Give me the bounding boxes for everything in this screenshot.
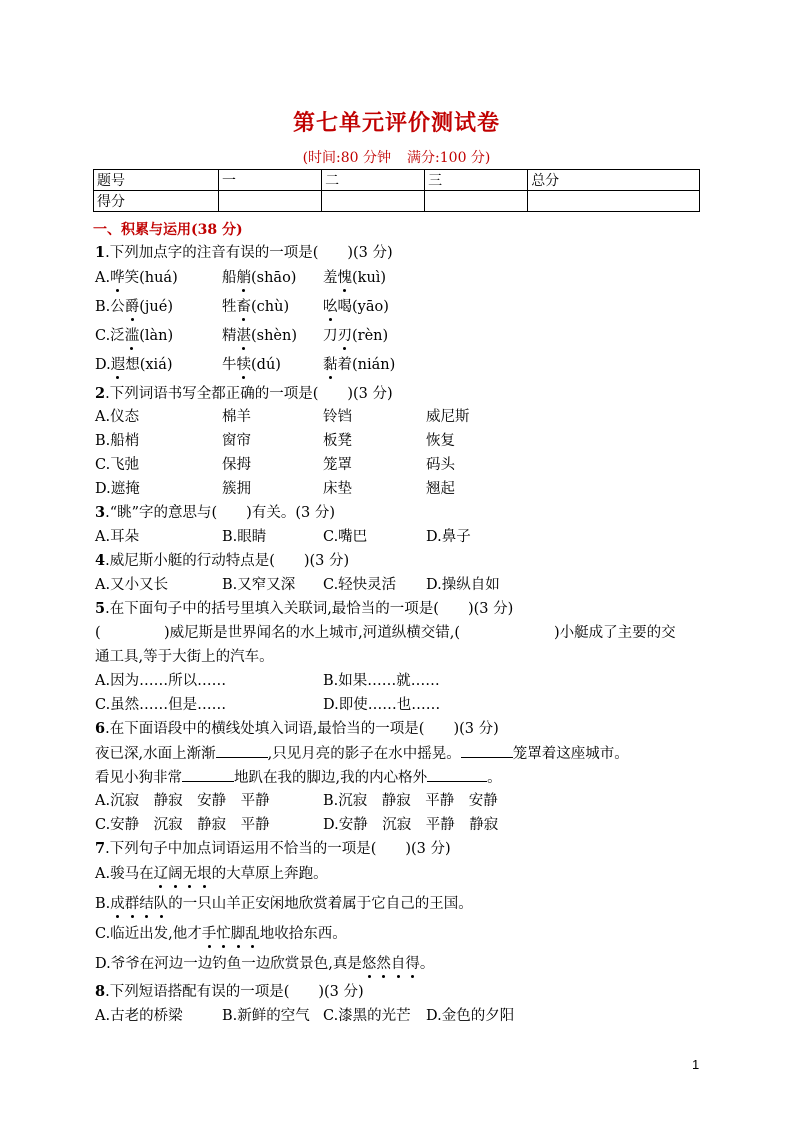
section-heading: 一、积累与运用(38 分) bbox=[93, 222, 243, 238]
score-table-header-row bbox=[94, 170, 700, 191]
exam-title: 第七单元评价测试卷 bbox=[292, 110, 500, 136]
q6-stem: 6.在下面语段中的横线处填入词语,最恰当的一项是( )(3 分) bbox=[95, 720, 499, 737]
header-cell: 一 bbox=[219, 170, 322, 191]
q6-passage-line1: 夜已深,水面上渐渐 ,只见月亮的影子在水中摇晃。 笼罩着这座城市。 bbox=[95, 743, 629, 764]
fill-blank bbox=[427, 767, 487, 782]
score-cell[interactable] bbox=[219, 191, 322, 212]
score-cell[interactable] bbox=[528, 191, 700, 212]
q8-stem: 8.下列短语搭配有误的一项是( )(3 分) bbox=[95, 983, 364, 1000]
score-label-cell: 得分 bbox=[94, 191, 219, 212]
fill-blank bbox=[216, 743, 268, 758]
q1-a-3: 羞愧(kuì) bbox=[323, 270, 387, 286]
header-cell: 二 bbox=[322, 170, 425, 191]
exam-page: 第七单元评价测试卷 (时间:80 分钟 满分:100 分) 题号 一 二 三 总分 得分 一、积累与运用(38 分) 1.下列加点字的注音有误的一项是( )(3 分) A.哗笑(huá) 船艄(shāo) 羞愧(kuì) B.公爵(jué) 牲畜(chù) 吆喝(yāo) C.泛滥(làn) 精湛(shèn) 刀刃(rèn) D.遐想(xiá) 牛犊(dú) 黏着(nián) 2.下列词语书写全都正确的一项是( )(3 分) A.仪态 棉羊 铃铛 威尼斯 B.船梢 窗帘 板凳 恢复 C.飞弛 保拇 笼罩 码头 D.遮掩 簇拥 床垫 翘起 3.“眺”字的意思与( )有关。(3 分) A.耳朵 B.眼睛 C.嘴巴 D.鼻子 4.威尼斯小艇的行动特点是( )(3 分) A.又小又长 B.又窄又深 C.轻快灵活 D.操纵自如 5.在下面句子中的括号里填入关联词,最恰当的一项是( )(3 分) ( )威尼斯是世界闻名的水上城市,河道纵横交错,( )小艇成了主要的交 通工具,等于大街上的汽车。 A.因为……所以…… B.如果……就…… C.虽然……但是…… D.即使……也…… 6.在下面语段中的横线处填入词语,最恰当的一项是( )(3 分) 夜已深,水面上渐渐 ,只见月亮的影子在水中摇晃。 笼罩着这座城市。 看见小狗非常 地趴在我的脚边,我的内心格外 。 A.沉寂 静寂 安静 平静 B.沉寂 静寂 平静 安静 C.安静 沉寂 静寂 平静 D.安静 沉寂 平静 静寂 7.下列句子中加点词语运用不恰当的一项是( )(3 分) A.骏马在辽阔无垠的大草原上奔跑。 B.成群结队的一只山羊正安闲地欣赏着属于它自己的王国。 C.临近出发,他才手忙脚乱地收拾东西。 D.爷爷在河边一边钓鱼一边欣赏景色,真是悠然自得。 8.下列短语搭配有误的一项是( )(3 分) A.古老的桥梁 B.新鲜的空气 C.漆黑的光芒 D.金色的夕阳 1 bbox=[0, 0, 793, 1122]
q1-stem: 1.下列加点字的注音有误的一项是( )(3 分) bbox=[95, 244, 393, 261]
time-limit: (时间:80 分钟 bbox=[302, 150, 392, 166]
full-score: 满分:100 分) bbox=[407, 150, 491, 166]
header-cell: 题号 bbox=[94, 170, 219, 191]
q1-a-1: A.哗笑(huá) bbox=[95, 270, 178, 286]
q3-stem: 3.“眺”字的意思与( )有关。(3 分) bbox=[95, 504, 335, 521]
header-cell: 总分 bbox=[528, 170, 700, 191]
score-table-score-row bbox=[94, 191, 700, 212]
q4-stem: 4.威尼斯小艇的行动特点是( )(3 分) bbox=[95, 552, 350, 569]
q5-stem: 5.在下面句子中的括号里填入关联词,最恰当的一项是( )(3 分) bbox=[95, 600, 514, 617]
q7-option-b: B.成群结队的一只山羊正安闲地欣赏着属于它自己的王国。 bbox=[95, 896, 473, 912]
fill-blank bbox=[182, 767, 234, 782]
q7-option-d: D.爷爷在河边一边钓鱼一边欣赏景色,真是悠然自得。 bbox=[95, 956, 435, 972]
page-number: 1 bbox=[692, 1057, 700, 1072]
score-table bbox=[93, 169, 700, 212]
q7-stem: 7.下列句子中加点词语运用不恰当的一项是( )(3 分) bbox=[95, 840, 451, 857]
q2-stem: 2.下列词语书写全都正确的一项是( )(3 分) bbox=[95, 385, 393, 402]
q7-option-a: A.骏马在辽阔无垠的大草原上奔跑。 bbox=[95, 866, 328, 882]
q7-option-c: C.临近出发,他才手忙脚乱地收拾东西。 bbox=[95, 926, 347, 942]
score-cell[interactable] bbox=[322, 191, 425, 212]
q5-passage-line2: 通工具,等于大街上的汽车。 bbox=[95, 649, 274, 665]
q6-passage-line2: 看见小狗非常 地趴在我的脚边,我的内心格外 。 bbox=[95, 767, 502, 788]
q1-a-2: 船艄(shāo) bbox=[222, 270, 297, 286]
exam-subtitle bbox=[0, 147, 793, 167]
header-cell: 三 bbox=[425, 170, 528, 191]
fill-blank bbox=[461, 743, 513, 758]
score-cell[interactable] bbox=[425, 191, 528, 212]
